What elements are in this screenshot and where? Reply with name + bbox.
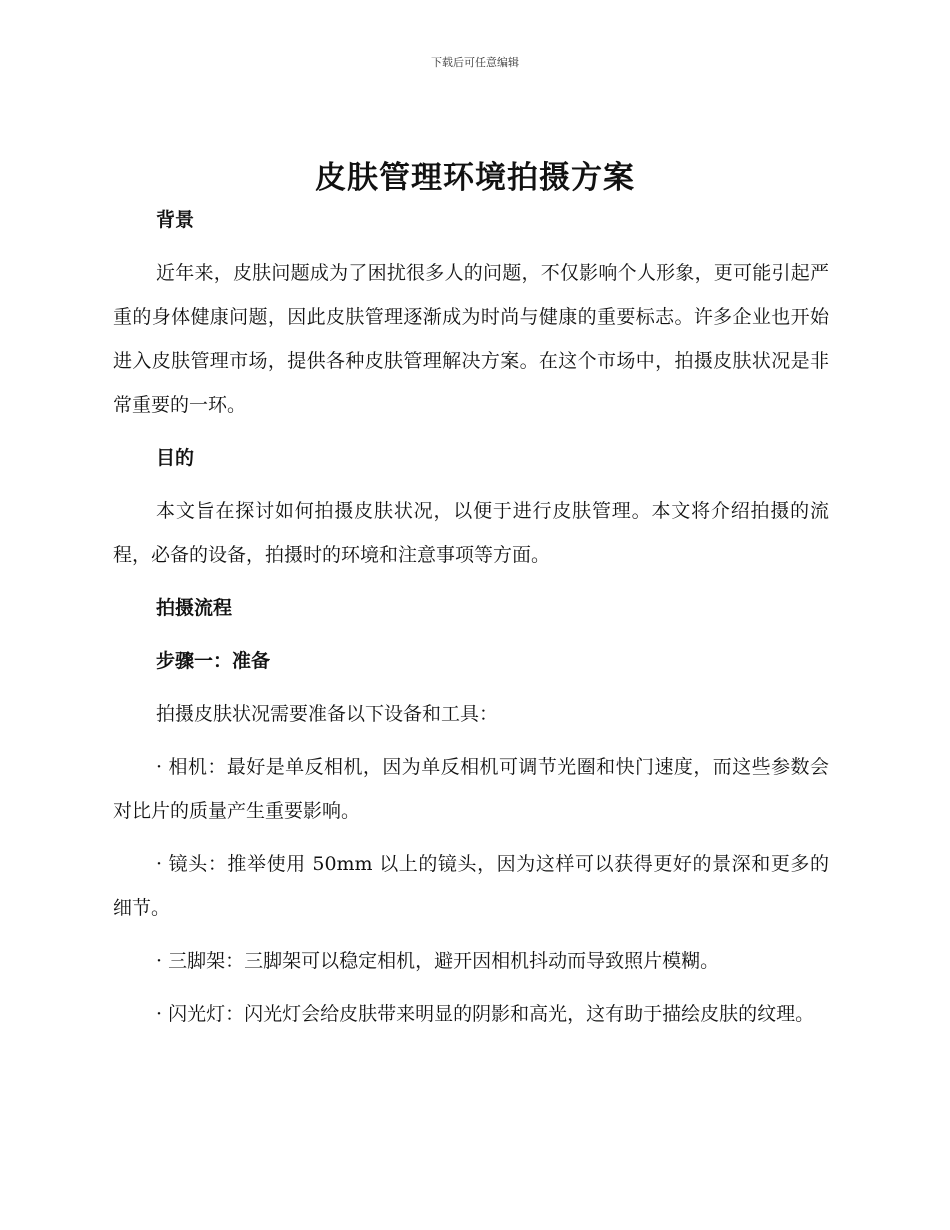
section-heading-purpose: 目的	[156, 447, 195, 469]
equipment-item-camera: · 相机：最好是单反相机，因为单反相机可调节光圈和快门速度，而这些参数会对比片的质量产生重要影响。	[113, 756, 829, 822]
background-paragraph: 近年来，皮肤问题成为了困扰很多人的问题，不仅影响个人形象，更可能引起严重的身体健康问题，因此皮肤管理逐渐成为时尚与健康的重要标志。许多企业也开始进入皮肤管理市场，提供各种皮肤管理解决方案。在这个市场中，拍摄皮肤状况是非常重要的一环。	[113, 262, 829, 416]
document-body	[113, 198, 829, 1036]
document-title: 皮肤管理环境拍摄方案	[315, 160, 635, 196]
equipment-item-lens: · 镜头：推举使用 50mm 以上的镜头，因为这样可以获得更好的景深和更多的细节。	[113, 853, 829, 919]
section-heading-process: 拍摄流程	[156, 597, 233, 619]
equipment-item-flash: · 闪光灯：闪光灯会给皮肤带来明显的阴影和高光，这有助于描绘皮肤的纹理。	[156, 1003, 815, 1025]
purpose-paragraph: 本文旨在探讨如何拍摄皮肤状况，以便于进行皮肤管理。本文将介绍拍摄的流程，必备的设备，拍摄时的环境和注意事项等方面。	[113, 500, 829, 566]
page-header-note: 下载后可任意编辑	[431, 56, 519, 69]
equipment-item-tripod: · 三脚架：三脚架可以稳定相机，避开因相机抖动而导致照片模糊。	[156, 950, 720, 972]
section-heading-background: 背景	[156, 209, 195, 231]
equipment-intro: 拍摄皮肤状况需要准备以下设备和工具：	[156, 703, 499, 725]
step-one-heading: 步骤一：准备	[156, 650, 271, 672]
